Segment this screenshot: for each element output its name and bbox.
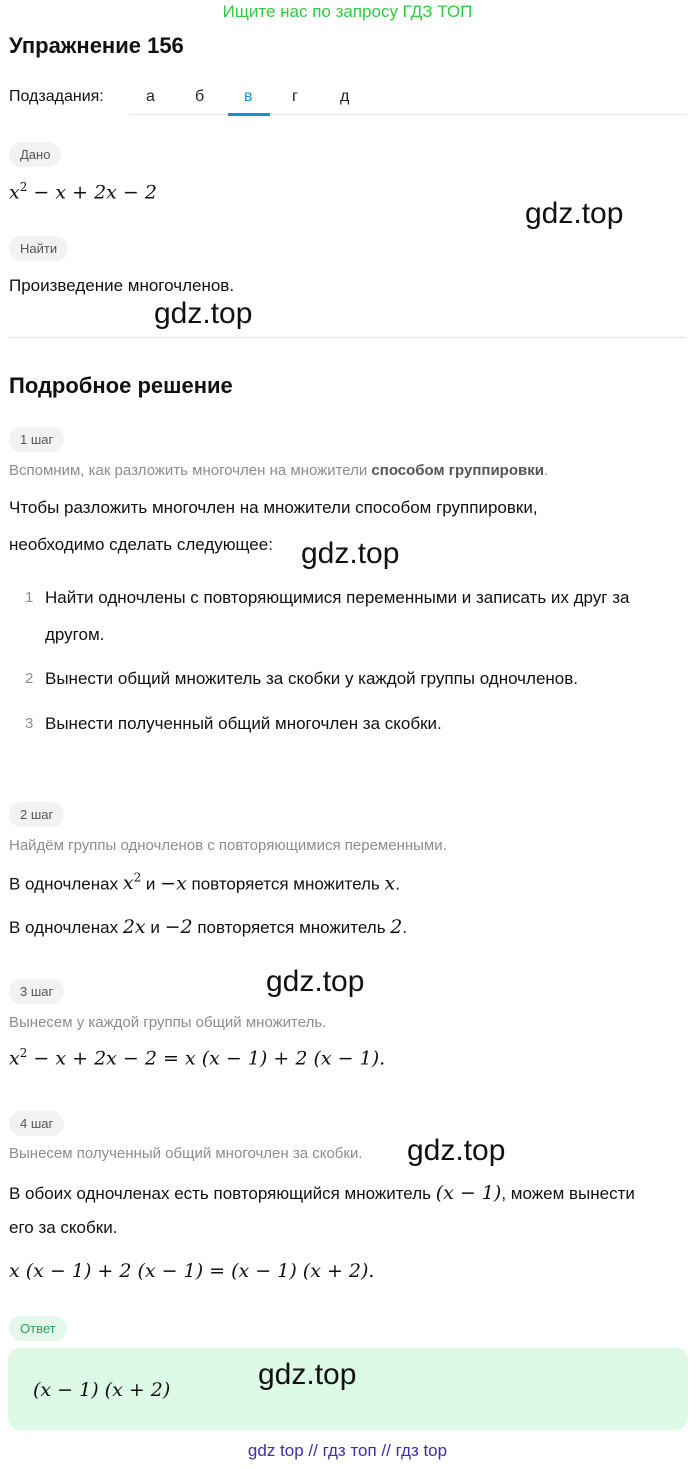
footer-links: gdz top // гдз топ // гдз top <box>247 1441 448 1460</box>
list-number: 3 <box>25 715 34 732</box>
tab-d[interactable]: д <box>340 88 350 105</box>
answer-expression: (x − 1) (x + 2) <box>33 1379 171 1401</box>
given-expression: $x^2 - x + 2x - 2$ <box>9 180 157 204</box>
step2-line2: В одночленах 2x и −2 повторяется множитель 2. <box>9 916 408 938</box>
page-title: Упражнение 156 <box>9 33 184 58</box>
watermark: gdz.top <box>266 965 365 998</box>
step4-chip: 4 шаг <box>9 1111 64 1136</box>
list-item: Вынести полученный общий многочлен за скобки. <box>45 714 442 733</box>
step3-expression: $x^2 - x + 2x - 2 = x$ (x − 1) + 2 (x − 1). <box>9 1046 386 1070</box>
list-item-cont: другом. <box>45 625 105 644</box>
tab-b[interactable]: б <box>195 88 205 105</box>
step1-line2: необходимо сделать следующее: <box>9 535 273 554</box>
list-item: Найти одночлены с повторяющимися переменными и записать их друг за <box>45 588 630 607</box>
tab-v[interactable]: в <box>244 88 253 105</box>
step2-line1: В одночленах $x^2$ и −x повторяется множитель x. <box>9 871 400 895</box>
list-number: 1 <box>25 589 34 606</box>
list-number: 2 <box>25 670 34 687</box>
solution-heading: Подробное решение <box>9 373 233 398</box>
watermark: gdz.top <box>407 1134 506 1167</box>
subtasks-label: Подзадания: <box>9 88 104 105</box>
tab-g[interactable]: г <box>292 88 298 105</box>
watermark: gdz.top <box>301 537 400 570</box>
active-tab-indicator <box>228 113 270 116</box>
step4-note: Вынесем полученный общий многочлен за скобки. <box>9 1145 363 1162</box>
step1-line1: Чтобы разложить многочлен на множители способом группировки, <box>9 498 538 517</box>
given-chip: Дано <box>9 142 61 167</box>
step3-chip: 3 шаг <box>9 979 64 1004</box>
list-item: Вынести общий множитель за скобки у каждой группы одночленов. <box>45 669 579 688</box>
find-text: Произведение многочленов. <box>9 276 235 295</box>
step2-note: Найдём группы одночленов с повторяющимися переменными. <box>9 837 447 854</box>
section-divider <box>9 337 686 338</box>
find-chip: Найти <box>9 236 68 261</box>
step1-note: Вспомним, как разложить многочлен на множители способом группировки. <box>9 462 549 479</box>
watermark: gdz.top <box>258 1358 357 1391</box>
search-banner: Ищите нас по запросу ГДЗ ТОП <box>222 2 473 21</box>
answer-chip: Ответ <box>9 1316 67 1341</box>
step4-line2: его за скобки. <box>9 1218 118 1237</box>
watermark: gdz.top <box>525 197 624 230</box>
step3-note: Вынесем у каждой группы общий множитель. <box>9 1014 327 1031</box>
tabs-divider <box>130 114 686 115</box>
step4-line1: В обоих одночленах есть повторяющийся множитель (x − 1), можем вынести <box>9 1182 635 1204</box>
step4-expression: x (x − 1) + 2 (x − 1) = (x − 1) (x + 2). <box>9 1260 375 1282</box>
watermark: gdz.top <box>154 297 253 330</box>
step1-chip: 1 шаг <box>9 427 64 452</box>
tab-a[interactable]: а <box>146 88 155 105</box>
step2-chip: 2 шаг <box>9 802 64 827</box>
